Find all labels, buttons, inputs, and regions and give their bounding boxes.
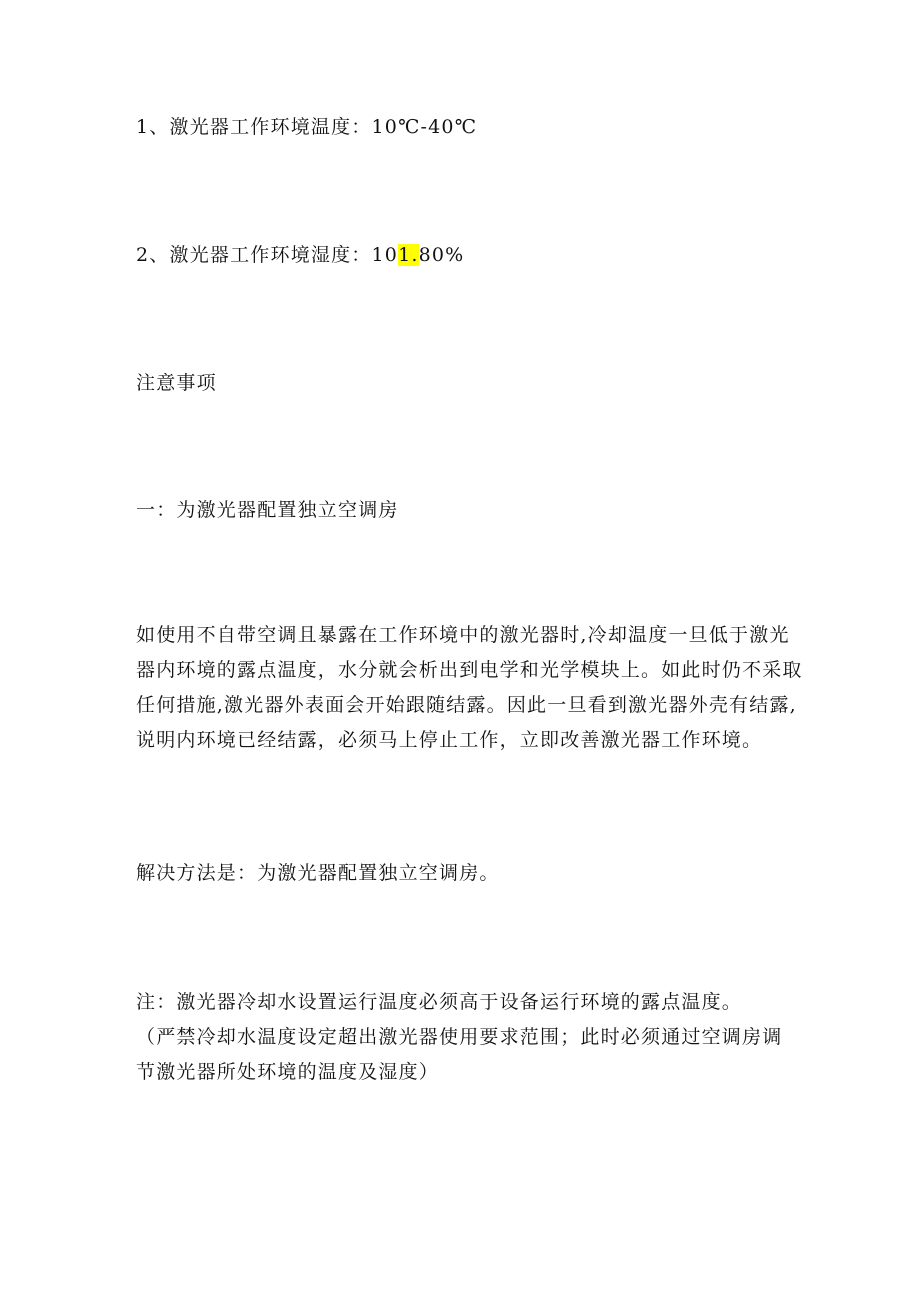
item-temperature: 1、激光器工作环境温度：10℃-40℃ (136, 116, 478, 138)
paragraph-line: 器内环境的露点温度，水分就会析出到电学和光学模块上。如此时仍不采取 (136, 659, 803, 681)
item-humidity-prefix: 2、激光器工作环境湿度：10 (136, 244, 399, 266)
notes-heading: 注意事项 (136, 372, 217, 394)
item-humidity-suffix: 80% (418, 244, 465, 266)
paragraph-line: 如使用不自带空调且暴露在工作环境中的激光器时,冷却温度一旦低于激光 (136, 624, 790, 646)
note-paragraph (136, 985, 786, 1090)
item-humidity (136, 240, 464, 270)
note-line: （严禁冷却水温度设定超出激光器使用要求范围；此时必须通过空调房调 (136, 1026, 783, 1048)
note-line: 节激光器所处环境的温度及湿度） (136, 1061, 440, 1083)
paragraph-line: 任何措施,激光器外表面会开始跟随结露。因此一旦看到激光器外壳有结露, (136, 694, 797, 716)
note-line: 注：激光器冷却水设置运行温度必须高于设备运行环境的露点温度。 (136, 991, 743, 1013)
section-heading: 一：为激光器配置独立空调房 (136, 499, 399, 521)
paragraph-line: 说明内环境已经结露，必须马上停止工作，立即改善激光器工作环境。 (136, 729, 763, 751)
solution-text: 解决方法是：为激光器配置独立空调房。 (136, 862, 500, 884)
highlighted-text: 1. (398, 244, 419, 266)
condensation-paragraph (136, 618, 803, 758)
